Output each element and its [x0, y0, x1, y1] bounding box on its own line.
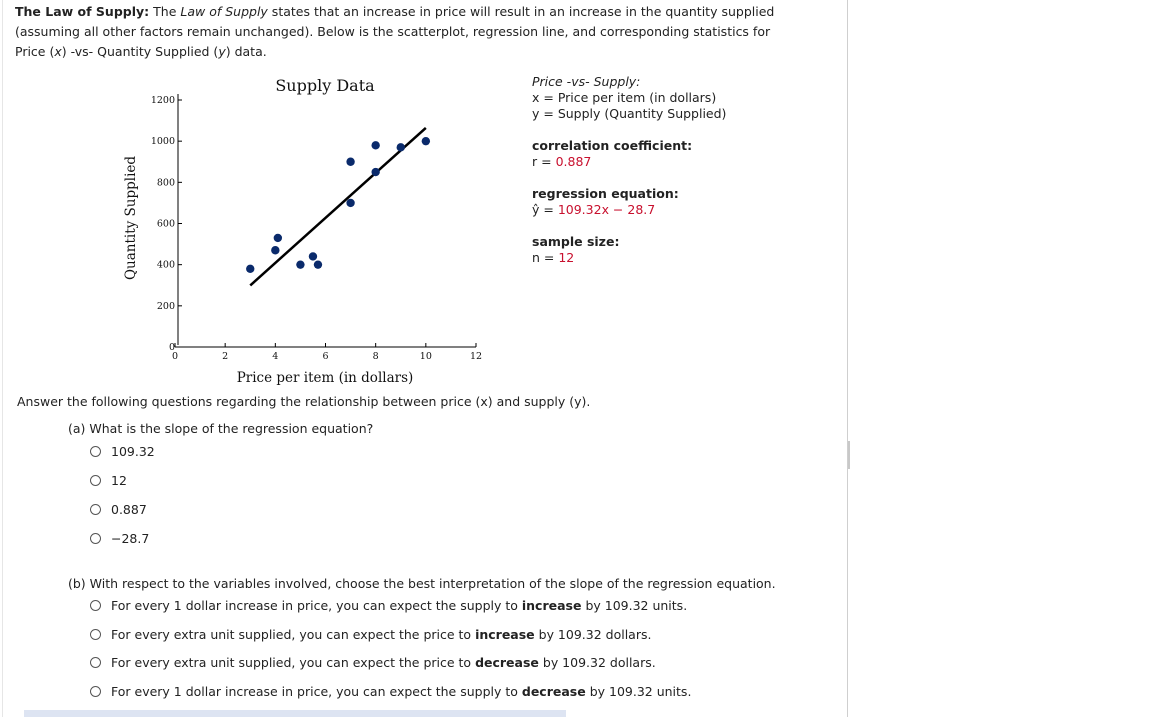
option-label: 12 [111, 473, 127, 488]
scrollbar-thumb[interactable] [848, 441, 850, 469]
option-b-3[interactable] [90, 655, 656, 670]
option-label: For every 1 dollar increase in price, you can expect the supply to increase by 109.32 units. [111, 598, 688, 613]
data-point [397, 143, 405, 151]
data-point [371, 168, 379, 176]
bottom-highlight-bar [24, 710, 566, 717]
option-label: For every extra unit supplied, you can expect the price to increase by 109.32 dollars. [111, 627, 652, 642]
y-tick-label: 200 [156, 300, 175, 312]
radio-button[interactable] [90, 504, 101, 515]
question-b-prompt: (b) With respect to the variables involved, choose the best interpretation of the slope of the regression equation. [68, 576, 776, 591]
data-point [314, 260, 322, 268]
option-label: 109.32 [111, 444, 155, 459]
intro-lead: The Law of Supply: [15, 4, 150, 19]
data-point [271, 246, 279, 254]
statistics-panel [532, 74, 726, 266]
y-tick-label: 1200 [150, 95, 175, 106]
sample-size-value: 12 [558, 250, 575, 265]
regression-prefix: ŷ = [532, 202, 558, 217]
intro-paragraph [15, 2, 825, 62]
intro-y-var: y [218, 44, 226, 59]
regression-equation: 109.32x − 28.7 [557, 202, 656, 217]
intro-x-var: x [54, 44, 62, 59]
option-b-4[interactable] [90, 684, 691, 699]
chart-title: Supply Data [275, 76, 375, 95]
data-point [422, 137, 430, 145]
x-tick-label: 12 [469, 351, 483, 362]
questions-intro: Answer the following questions regarding the relationship between price (x) and supply (y). [17, 394, 591, 409]
y-tick-label: 800 [156, 177, 175, 189]
x-tick-label: 8 [372, 351, 379, 362]
x-tick-label: 2 [222, 351, 229, 362]
intro-text-3b: ) -vs- Quantity Supplied ( [61, 44, 219, 59]
y-tick-label: 1000 [150, 136, 175, 148]
y-tick-label: 0 [168, 342, 175, 353]
x-tick-label: 4 [272, 351, 279, 362]
option-label: −28.7 [111, 531, 150, 546]
x-axis-label: Price per item (in dollars) [236, 370, 414, 386]
supply-scatterplot [120, 70, 500, 390]
y-tick-label: 400 [156, 259, 175, 271]
option-b-1[interactable] [90, 598, 687, 613]
radio-button[interactable] [90, 600, 101, 611]
option-a-2[interactable] [90, 473, 127, 488]
regression-label: regression equation: [532, 186, 679, 201]
correlation-prefix: r = [532, 154, 556, 169]
radio-button[interactable] [90, 446, 101, 457]
regression-line [250, 128, 426, 286]
x-tick-label: 10 [419, 351, 432, 362]
intro-line-1 [15, 2, 825, 22]
data-point [346, 158, 354, 166]
y-tick-label: 600 [156, 218, 175, 230]
intro-text-2: states that an increase in price will result in an increase in the quantity supplied [267, 4, 775, 19]
correlation-label: correlation coefficient: [532, 138, 693, 153]
data-point [246, 265, 254, 273]
intro-line-2: (assuming all other factors remain unchanged). Below is the scatterplot, regression line, and corresponding statistics for [15, 24, 771, 39]
data-point [371, 141, 379, 149]
x-tick-label: 6 [322, 351, 329, 362]
sample-size-prefix: n = [532, 250, 559, 265]
intro-line-3 [15, 42, 825, 62]
radio-button[interactable] [90, 533, 101, 544]
y-axis-label: Quantity Supplied [123, 155, 139, 281]
option-a-4[interactable] [90, 531, 149, 546]
option-a-1[interactable] [90, 444, 155, 459]
sample-size-label: sample size: [532, 234, 620, 249]
correlation-value: 0.887 [555, 154, 592, 169]
x-tick-label: 0 [171, 351, 179, 362]
option-label: For every extra unit supplied, you can expect the price to decrease by 109.32 dollars. [111, 655, 656, 670]
radio-button[interactable] [90, 686, 101, 697]
option-b-2[interactable] [90, 627, 651, 642]
question-a [68, 421, 374, 546]
data-point [309, 252, 317, 260]
option-label: 0.887 [111, 502, 147, 517]
question-b [68, 576, 776, 699]
intro-text-3a: Price ( [15, 44, 55, 59]
intro-law: Law of Supply [180, 4, 268, 19]
option-a-3[interactable] [90, 502, 147, 517]
radio-button[interactable] [90, 629, 101, 640]
question-a-prompt: (a) What is the slope of the regression equation? [68, 421, 374, 436]
data-point [296, 260, 304, 268]
intro-text-1: The [149, 4, 181, 19]
intro-text-3c: ) data. [225, 44, 267, 59]
data-point [274, 234, 282, 242]
radio-button[interactable] [90, 657, 101, 668]
option-label: For every 1 dollar increase in price, you can expect the supply to decrease by 109.32 units. [111, 684, 692, 699]
stats-title: Price -vs- Supply: [532, 74, 641, 89]
radio-button[interactable] [90, 475, 101, 486]
stats-x-definition: x = Price per item (in dollars) [532, 90, 717, 105]
data-point [346, 199, 354, 207]
stats-y-definition: y = Supply (Quantity Supplied) [532, 106, 727, 121]
